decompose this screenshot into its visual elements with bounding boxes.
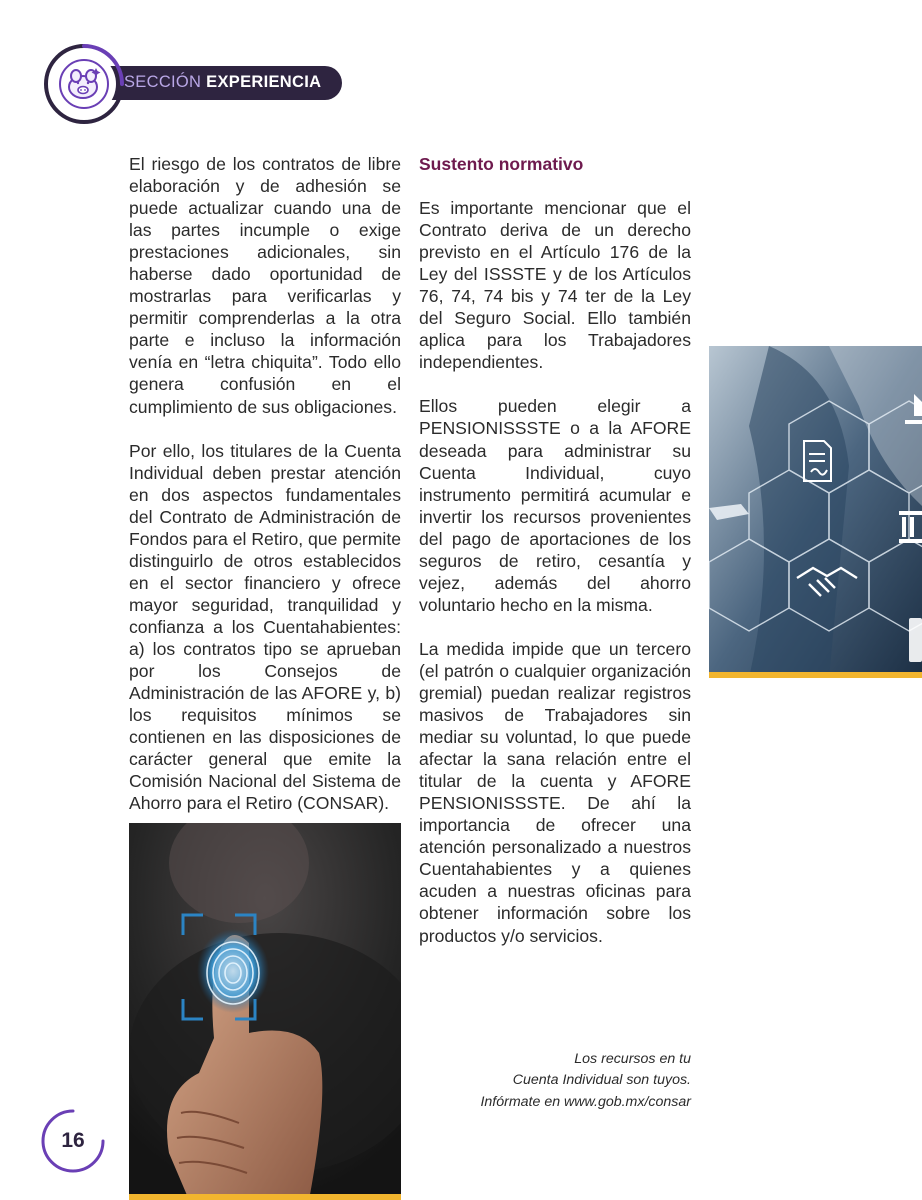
page-number: 16: [61, 1129, 85, 1152]
middle-paragraph-1: Es importante mencionar que el Contrato deriva de un derecho previsto en el Artículo 176 de la Ley del ISSSTE y de los Artículos 76, 74, 74 bis y 74 ter de la Ley del Seguro Social. Ello también aplica para los Trabajadores independientes.: [419, 198, 691, 373]
server-icon: [909, 618, 922, 662]
piggy-bank-icon: [52, 52, 116, 116]
middle-paragraph-2: Ellos pueden elegir a PENSIONISSSTE o a la AFORE deseada para administrar su Cuenta Individual, cuyo instrumento permitirá acumular e invertir los recursos provenientes del pago de aportaciones de los seguros de retiro, cesantía y vejez, además del ahorro voluntario hecho en la misma.: [419, 396, 691, 615]
network-icons-illustration: [709, 346, 922, 678]
yellow-accent-bar: [129, 1194, 401, 1200]
section-word: SECCIÓN: [124, 73, 202, 91]
fingerprint-thumb-illustration: [129, 823, 401, 1200]
left-column: [129, 153, 401, 836]
yellow-accent-bar: [709, 672, 922, 678]
quote-line-1: Los recursos en tu: [574, 1051, 691, 1067]
section-title: [124, 73, 321, 92]
left-paragraph-1: El riesgo de los contratos de libre elaboración y de adhesión se puede actualizar cuando una de las partes incumple o exige prestaciones adicionales, sin haberse dado oportunidad de mostrarlas para verificarlas y permitir comprenderlas a la otra parte e incluso la información venía en “letra chiquita”. Todo ello genera confusión en el cumplimiento de sus obligaciones.: [129, 154, 401, 417]
section-name: EXPERIENCIA: [206, 73, 322, 91]
quote-line-2: Cuenta Individual son tuyos.: [512, 1072, 691, 1089]
section-heading: Sustento normativo: [419, 154, 584, 174]
left-paragraph-2: Por ello, los titulares de la Cuenta Individual deben prestar atención en dos aspectos fundamentales del Contrato de Administración de Fondos para el Retiro, que permite distinguirlo de otros establecidos en el sector financiero y ofrece mayor seguridad, tranquilidad y confianza a los Cuentahabientes: a) los contratos tipo se aprueban por los Consejos de Administración de las AFORE y, b) los requisitos mínimos se contienen en las disposiciones de carácter general que emite la Comisión Nacional del Sistema de Ahorro para el Retiro (CONSAR).: [129, 440, 401, 814]
business-icons-photo: [709, 346, 922, 678]
fingerprint-photo: [129, 823, 401, 1200]
piggy-bank-logo: [52, 52, 116, 116]
middle-paragraph-3: La medida impide que un tercero (el patrón o cualquier organización gremial) puedan realizar registros masivos de Trabajadores sin mediar su voluntad, lo que puede afectar la sana relación entre el titular de la cuenta y AFORE PENSIONISSSTE. De ahí la importancia de ofrecer una atención personalizado a nuestros Cuentahabientes y a quienes acuden a nuestras oficinas para obtener información sobre los productos y/o servicios.: [419, 638, 691, 946]
middle-column: [419, 153, 691, 969]
quote-line-3: Infórmate en www.gob.mx/consar: [480, 1093, 691, 1110]
closing-quote: [420, 1049, 691, 1113]
